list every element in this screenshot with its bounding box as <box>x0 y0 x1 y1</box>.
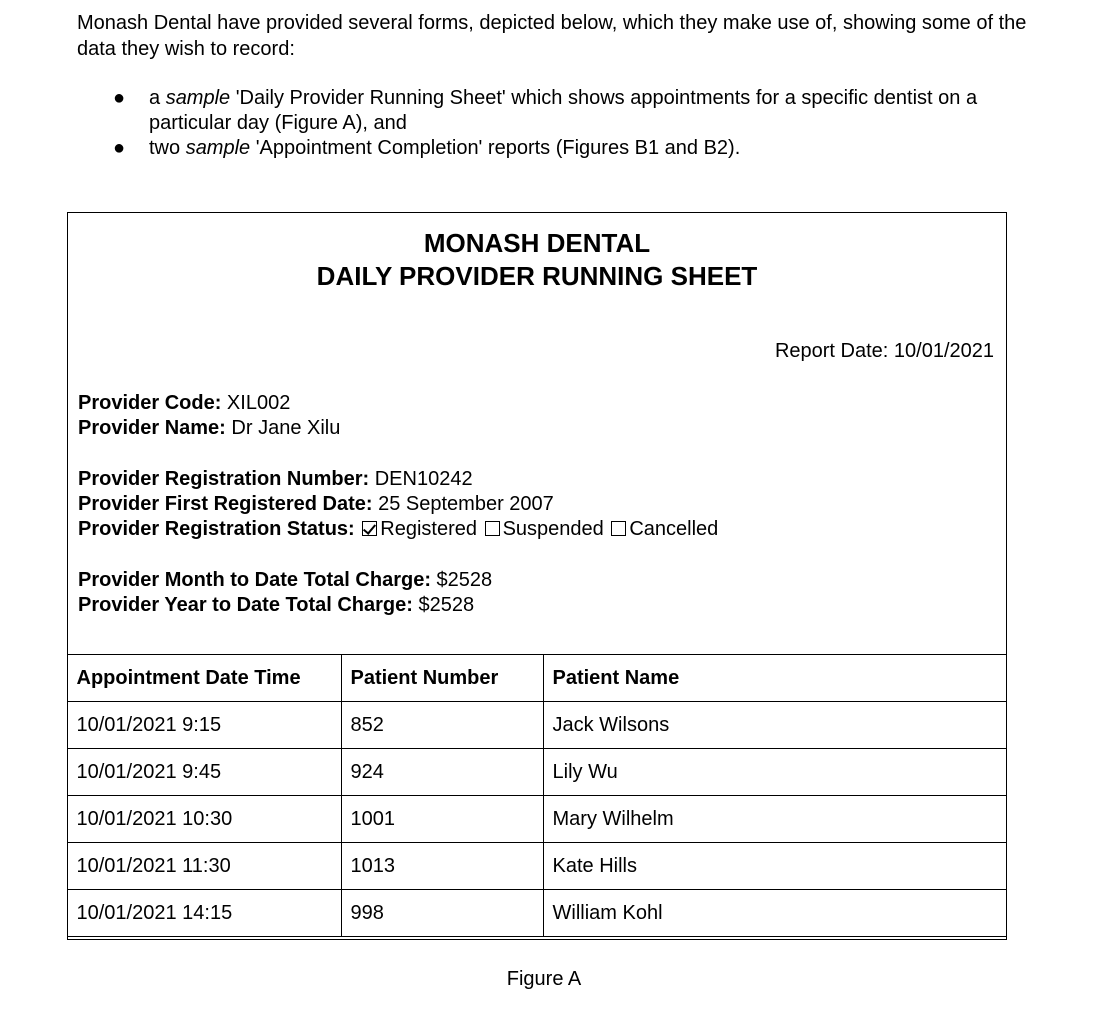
registration-info <box>78 467 718 542</box>
running-sheet <box>67 212 1007 940</box>
patient-number: 1001 <box>341 796 543 843</box>
appointment-date-time: 10/01/2021 10:30 <box>67 796 341 843</box>
cancelled-checkbox-icon[interactable] <box>611 521 626 536</box>
patient-number: 924 <box>341 749 543 796</box>
patient-name: Mary Wilhelm <box>543 796 1006 843</box>
patient-number: 852 <box>341 702 543 749</box>
patient-number: 1013 <box>341 843 543 890</box>
figure-caption: Figure A <box>506 968 582 990</box>
bullet-dot-icon: ● <box>113 87 126 109</box>
table-row <box>67 890 1006 937</box>
provider-info <box>78 391 340 441</box>
table-header-row <box>67 655 1006 702</box>
table-row <box>67 702 1006 749</box>
header-patient-number: Patient Number <box>341 655 543 702</box>
appointment-date-time: 10/01/2021 14:15 <box>67 890 341 937</box>
table-row <box>67 843 1006 890</box>
header-patient-name: Patient Name <box>543 655 1006 702</box>
provider-code: Provider Code: XIL002 <box>78 392 291 414</box>
bullet-item: ● two sample 'Appointment Completion' reports (Figures B1 and B2). <box>113 137 741 159</box>
appointment-date-time: 10/01/2021 9:15 <box>67 702 341 749</box>
patient-name: Kate Hills <box>543 843 1006 890</box>
provider-name: Provider Name: Dr Jane Xilu <box>78 417 341 439</box>
patient-number: 998 <box>341 890 543 937</box>
year-to-date-charge: Provider Year to Date Total Charge: $2528 <box>78 594 475 616</box>
bullet-list <box>77 86 1037 161</box>
table-row <box>67 749 1006 796</box>
first-registered-date: Provider First Registered Date: 25 September 2007 <box>78 493 554 515</box>
bullet-item: ● a sample 'Daily Provider Running Sheet' which shows appointments for a specific dentist on a particular day (Figure A), and <box>113 87 978 134</box>
appointment-date-time: 10/01/2021 11:30 <box>67 843 341 890</box>
patient-name: William Kohl <box>543 890 1006 937</box>
header-appointment-date-time: Appointment Date Time <box>67 655 341 702</box>
report-date: Report Date: 10/01/2021 <box>774 340 994 362</box>
sheet-title: MONASH DENTAL DAILY PROVIDER RUNNING SHEET <box>316 228 758 291</box>
bullet-dot-icon: ● <box>113 137 126 159</box>
month-to-date-charge: Provider Month to Date Total Charge: $2528 <box>78 569 493 591</box>
patient-name: Lily Wu <box>543 749 1006 796</box>
registration-status: Provider Registration Status: Registered Suspended Cancelled <box>78 518 719 540</box>
charge-info <box>78 568 492 618</box>
registration-number: Provider Registration Number: DEN10242 <box>78 468 473 490</box>
registered-checkbox-icon[interactable] <box>362 521 377 536</box>
appointment-date-time: 10/01/2021 9:45 <box>67 749 341 796</box>
appointments-table <box>67 654 1007 937</box>
patient-name: Jack Wilsons <box>543 702 1006 749</box>
table-row <box>67 796 1006 843</box>
intro-paragraph: Monash Dental have provided several forms, depicted below, which they make use of, showing some of the data they wish to record: <box>77 12 1027 60</box>
suspended-checkbox-icon[interactable] <box>485 521 500 536</box>
